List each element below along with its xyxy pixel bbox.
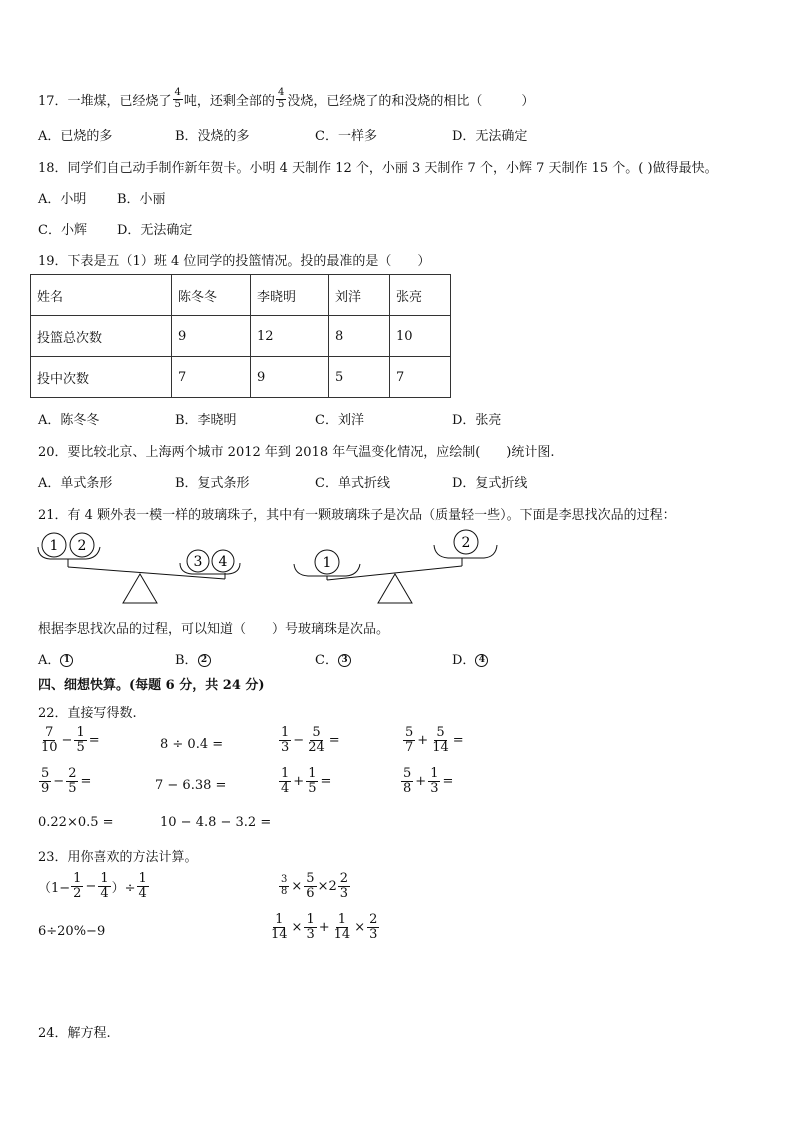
expression: $\frac{7}{10}$ − $\frac{1}{5}$ = <box>41 725 100 755</box>
table-cell: 姓名 <box>31 275 172 316</box>
table-cell: 5 <box>329 357 390 398</box>
question-24: 24．解方程. <box>38 1026 111 1041</box>
expression: 0.22×0.5 = <box>38 815 114 830</box>
expression: $\frac{5}{8}$ + $\frac{1}{3}$ = <box>403 766 454 796</box>
question-20: 20．要比较北京、上海两个城市 2012 年到 2018 年气温变化情况，应绘制( )统计图. <box>38 445 555 460</box>
table-cell: 9 <box>251 357 329 398</box>
fulcrum <box>123 574 157 603</box>
option-c[interactable]: C．小辉 <box>38 223 87 238</box>
table-cell: 刘洋 <box>329 275 390 316</box>
bead-label: 2 <box>461 535 471 551</box>
expression: $\frac{1}{3}$ − $\frac{5}{24}$ = <box>281 725 340 755</box>
q21-conclusion: 根据李思找次品的过程，可以知道（ ）号玻璃珠是次品。 <box>38 622 390 637</box>
expression: 6÷20%−9 <box>38 924 106 939</box>
expression: $\frac{3}{8}$ × $\frac{5}{6}$ ×2 $\frac{2}{3}$ <box>281 871 349 901</box>
option-c[interactable]: C． 3 <box>315 649 351 668</box>
fraction: $\frac{4}{5}$ <box>174 87 181 110</box>
table-cell: 李晓明 <box>251 275 329 316</box>
option-a[interactable]: A． 1 <box>38 649 73 668</box>
shooting-table <box>30 274 451 398</box>
option-b[interactable]: B．复式条形 <box>175 476 250 491</box>
question-18: 18．同学们自己动手制作新年贺卡。小明 4 天制作 12 个，小丽 3 天制作 7 个，小辉 7 天制作 15 个。( )做得最快。 <box>38 161 718 176</box>
question-19: 19．下表是五（1）班 4 位同学的投篮情况。投的最准的是（ ） <box>38 254 431 269</box>
table-header-row <box>31 275 451 316</box>
option-c[interactable]: C．一样多 <box>315 129 377 144</box>
option-c[interactable]: C．单式折线 <box>315 476 390 491</box>
fraction: $\frac{4}{5}$ <box>277 87 285 110</box>
bead-label: 4 <box>218 554 228 570</box>
section-title: 四、细想快算。(每题 6 分，共 24 分) <box>38 678 265 693</box>
expression: $\frac{1}{14}$ × $\frac{1}{3}$ + $\frac{1}{14}$ × $\frac{2}{3}$ <box>271 912 378 942</box>
expression: 10 − 4.8 − 3.2 = <box>160 815 272 830</box>
table-cell: 投篮总次数 <box>31 316 172 357</box>
table-cell: 10 <box>390 316 451 357</box>
expression: $\frac{5}{7}$ + $\frac{5}{14}$ = <box>405 725 464 755</box>
question-23: 23．用你喜欢的方法计算。 <box>38 850 198 865</box>
table-cell: 7 <box>172 357 251 398</box>
option-a[interactable]: A．小明 <box>38 192 87 207</box>
bead-label: 1 <box>49 538 59 554</box>
fulcrum <box>378 574 412 603</box>
option-a[interactable]: A．单式条形 <box>38 476 113 491</box>
table-cell: 7 <box>390 357 451 398</box>
option-b[interactable]: B．小丽 <box>117 192 166 207</box>
option-b[interactable]: B．李晓明 <box>175 413 237 428</box>
expression: 8 ÷ 0.4 = <box>160 737 224 752</box>
option-d[interactable]: D． 4 <box>452 649 488 668</box>
balance-diagram <box>30 528 510 610</box>
option-c[interactable]: C．刘洋 <box>315 413 364 428</box>
question-21: 21．有 4 颗外表一模一样的玻璃珠子，其中有一颗玻璃珠子是次品（质量轻一些）。下面是李思找次品的过程： <box>38 508 676 523</box>
question-17: 17．一堆煤，已经烧了 $\frac{4}{5}$ 吨，还剩全部的 $\frac{4}{5}$ 没烧，已经烧了的和没烧的相比（ ） <box>38 87 535 110</box>
bead-label: 1 <box>322 555 332 571</box>
bead-label: 3 <box>193 554 203 570</box>
option-d[interactable]: D．无法确定 <box>117 223 193 238</box>
balance-2 <box>294 530 497 603</box>
circled-number: 1 <box>60 654 73 667</box>
option-d[interactable]: D．张亮 <box>452 413 502 428</box>
expression: 7 − 6.38 = <box>155 778 227 793</box>
table-cell: 9 <box>172 316 251 357</box>
table-cell: 12 <box>251 316 329 357</box>
expression: （1− $\frac{1}{2}$ − $\frac{1}{4}$ ）÷ $\frac{1}{4}$ <box>38 871 147 901</box>
circled-number: 4 <box>475 654 488 667</box>
table-cell: 陈冬冬 <box>172 275 251 316</box>
option-d[interactable]: D．复式折线 <box>452 476 528 491</box>
question-22: 22．直接写得数. <box>38 706 137 721</box>
table-row <box>31 357 451 398</box>
option-a[interactable]: A．已烧的多 <box>38 129 113 144</box>
table-cell: 8 <box>329 316 390 357</box>
expression: $\frac{5}{9}$ − $\frac{2}{5}$ = <box>41 766 92 796</box>
table-cell: 投中次数 <box>31 357 172 398</box>
option-a[interactable]: A．陈冬冬 <box>38 413 100 428</box>
beam <box>327 566 462 580</box>
option-b[interactable]: B．没烧的多 <box>175 129 250 144</box>
balance-1 <box>38 533 240 603</box>
circled-number: 3 <box>338 654 351 667</box>
option-b[interactable]: B． 2 <box>175 649 211 668</box>
expression: $\frac{1}{4}$ + $\frac{1}{5}$ = <box>281 766 332 796</box>
table-cell: 张亮 <box>390 275 451 316</box>
table-row <box>31 316 451 357</box>
option-d[interactable]: D．无法确定 <box>452 129 528 144</box>
circled-number: 2 <box>198 654 211 667</box>
bead-label: 2 <box>77 538 87 554</box>
